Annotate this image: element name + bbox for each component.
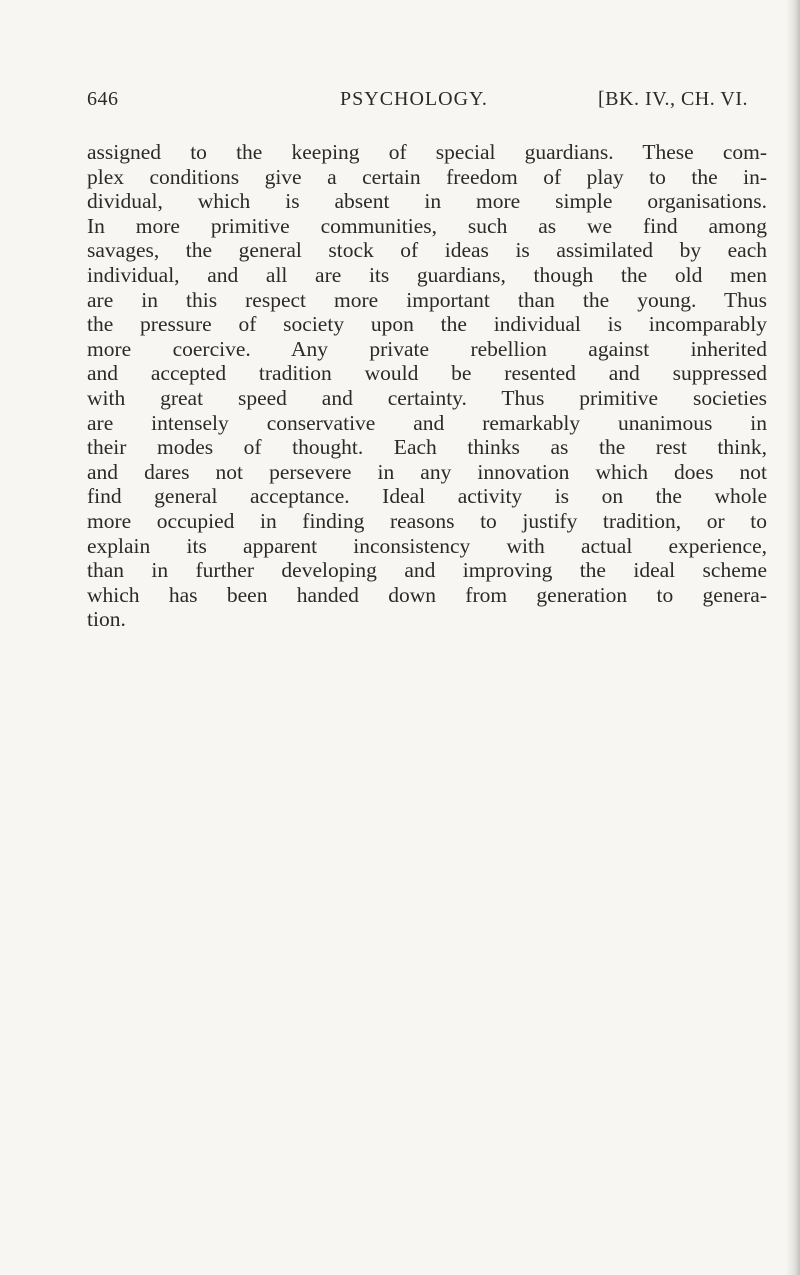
text-line: dividual, which is absent in more simple organisations.	[87, 189, 767, 214]
text-line: explain its apparent inconsistency with actual experience,	[87, 533, 767, 558]
text-line: tion.	[87, 607, 126, 632]
text-line: with great speed and certainty. Thus primitive societies	[87, 385, 767, 410]
text-line: more coercive. Any private rebellion against inherited	[87, 336, 767, 361]
text-line: are in this respect more important than the young. Thus	[87, 287, 767, 312]
text-line: than in further developing and improving the ideal scheme	[87, 558, 767, 583]
text-line: individual, and all are its guardians, though the old men	[87, 262, 767, 287]
text-line: In more primitive communities, such as we find among	[87, 213, 767, 238]
text-line: savages, the general stock of ideas is assimilated by each	[87, 238, 767, 263]
section-reference: [BK. IV., CH. VI.	[598, 88, 748, 110]
running-head	[87, 88, 767, 118]
text-line: and dares not persevere in any innovation which does not	[87, 459, 767, 484]
text-line: and accepted tradition would be resented and suppressed	[87, 361, 767, 386]
page-edge-shadow	[786, 0, 800, 1275]
page-number: 646	[87, 88, 119, 110]
text-line: their modes of thought. Each thinks as the rest think,	[87, 435, 767, 460]
text-line: which has been handed down from generation to genera-	[87, 582, 767, 607]
body-paragraph	[87, 140, 767, 632]
text-line: are intensely conservative and remarkably unanimous in	[87, 410, 767, 435]
page-title: PSYCHOLOGY.	[340, 88, 488, 110]
text-line: plex conditions give a certain freedom of play to the in-	[87, 164, 767, 189]
text-line: find general acceptance. Ideal activity is on the whole	[87, 484, 767, 509]
text-line: more occupied in finding reasons to justify tradition, or to	[87, 508, 767, 533]
text-line: assigned to the keeping of special guardians. These com-	[87, 140, 767, 164]
text-line: the pressure of society upon the individual is incomparably	[87, 312, 767, 337]
